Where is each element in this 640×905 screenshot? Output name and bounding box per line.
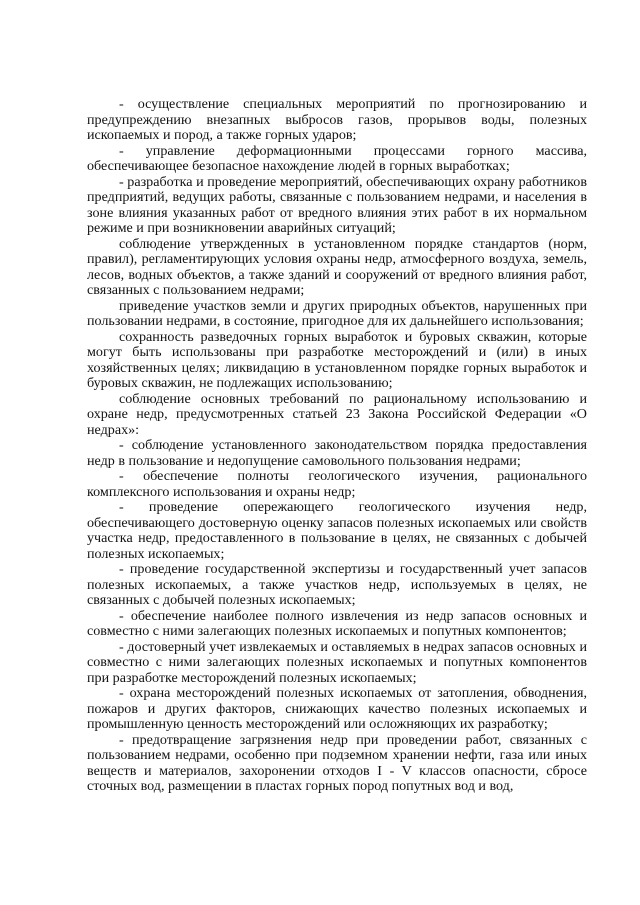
paragraph-8: - соблюдение установленного законодательством порядка предоставления недр в пользование и недопущение самовольного пользования недрами; — [87, 437, 587, 469]
document-page — [87, 97, 587, 795]
paragraph-4: соблюдение утвержденных в установленном порядке стандартов (норм, правил), регламентирующих условия охраны недр, атмосферного воздуха, земель, лесов, водных объектов, а также зданий и сооружений от вредного влияния работ, связанных с пользованием недрами; — [87, 235, 587, 298]
paragraph-1: - осуществление специальных мероприятий по прогнозированию и предупреждению внезапных выбросов газов, прорывов воды, полезных ископаемых и пород, а также горных ударов; — [87, 96, 587, 143]
paragraph-3: - разработка и проведение мероприятий, обеспечивающих охрану работников предприятий, ведущих работы, связанные с пользованием недрами, и населения в зоне влияния указанных работ от вредного влияния этих работ в их нормальном режиме и при возникновении аварийных ситуаций; — [87, 173, 587, 236]
paragraph-11: - проведение государственной экспертизы и государственный учет запасов полезных ископаемых, а также участков недр, используемых в целях, не связанных с добычей полезных ископаемых; — [87, 561, 587, 608]
paragraph-5: приведение участков земли и других природных объектов, нарушенных при пользовании недрами, в состояние, пригодное для их дальнейшего использования; — [87, 297, 587, 329]
paragraph-10: - проведение опережающего геологического изучения недр, обеспечивающего достоверную оценку запасов полезных ископаемых или свойств участка недр, предоставленного в пользование в целях, не связанных с добычей полезных ископаемых; — [87, 499, 587, 562]
paragraph-15: - предотвращение загрязнения недр при проведении работ, связанных с пользованием недрами, особенно при подземном хранении нефти, газа или иных веществ и материалов, захоронении отходов I - V классов опасности, сбросе сточных вод, размещении в пластах горных пород попутных вод и вод, — [87, 731, 587, 794]
paragraph-9: - обеспечение полноты геологического изучения, рационального комплексного использования и охраны недр; — [87, 468, 587, 500]
paragraph-12: - обеспечение наиболее полного извлечения из недр запасов основных и совместно с ними залегающих полезных ископаемых и попутных компонентов; — [87, 607, 587, 639]
paragraph-13: - достоверный учет извлекаемых и оставляемых в недрах запасов основных и совместно с ними залегающих полезных ископаемых и попутных компонентов при разработке месторождений полезных ископаемых; — [87, 638, 587, 686]
paragraph-14: - охрана месторождений полезных ископаемых от затопления, обводнения, пожаров и других факторов, снижающих качество полезных ископаемых и промышленную ценность месторождений или осложняющих их разработку; — [87, 685, 587, 732]
paragraph-2: - управление деформационными процессами горного массива, обеспечивающее безопасное нахождение людей в горных выработках; — [87, 142, 587, 174]
paragraph-6: сохранность разведочных горных выработок и буровых скважин, которые могут быть использованы при разработке месторождений и (или) в иных хозяйственных целях; ликвидацию в установленном порядке горных выработок и буровых скважин, не подлежащих использованию; — [87, 328, 587, 391]
paragraph-7: соблюдение основных требований по рациональному использованию и охране недр, предусмотренных статьей 23 Закона Российской Федерации «О недрах»: — [87, 390, 587, 438]
